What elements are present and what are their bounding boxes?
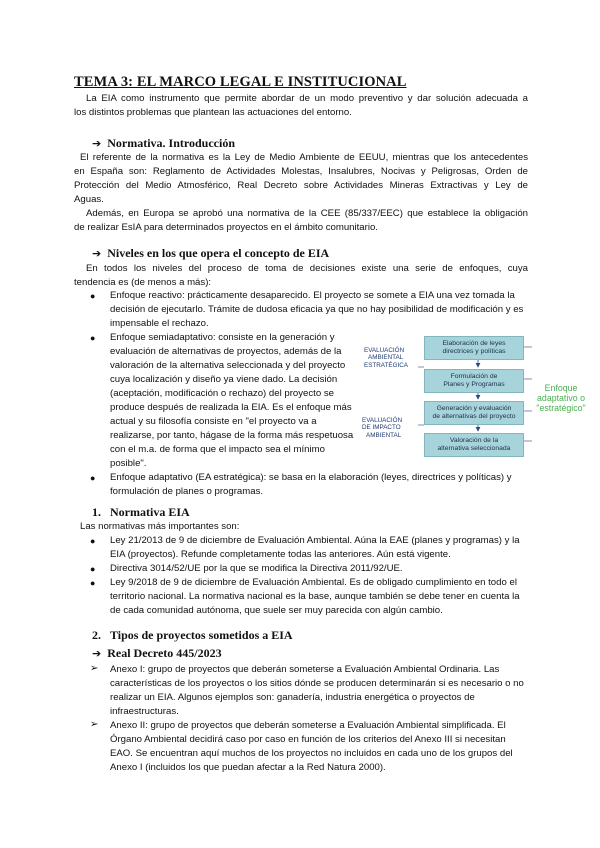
box-line: directrices y políticas <box>442 348 506 355</box>
section-number: 1. <box>92 505 101 519</box>
text-line: Las normativas más importantes son: <box>80 521 240 532</box>
arrowhead-bullet-icon: ➢ <box>90 663 99 674</box>
text-line: Anexo I: grupo de proyectos que deberán someterse a Evaluación Ambiental Ordinaria. Las <box>110 664 500 675</box>
intro-paragraph <box>74 92 528 120</box>
page-title: TEMA 3: EL MARCO LEGAL E INSTITUCIONAL <box>74 74 407 90</box>
label-line: EVALUACIÓN <box>362 417 403 424</box>
subheading-real-decreto <box>92 646 222 661</box>
text-line: Ley 9/2018 de 9 de diciembre de Evaluación Ambiental. Es de obligado cumplimiento en todo <box>110 577 507 588</box>
label-line: EVALUACIÓN <box>364 347 405 354</box>
box-valoracion-alternativa <box>424 433 524 457</box>
label-line: adaptativo o <box>537 393 585 403</box>
text-line: y la EIA (proyectos). Refunde completamente todas las anteriores. Aún está vigente. <box>110 535 520 560</box>
box-line: alternativa seleccionada <box>437 445 511 452</box>
text-line: El referente de la normativa es la Ley de Medio Ambiente de EEUU, mientras que los antecedentes <box>80 152 528 163</box>
box-formulacion-planes <box>424 369 524 393</box>
bullet-icon: ● <box>90 578 96 588</box>
text-line: en España son: Reglamento de Actividades Molestas, Insalubres, Nocivas y Peligrosas, Orden de <box>74 166 528 177</box>
bullet-icon: ● <box>90 473 96 483</box>
text-line: infraestructuras. <box>110 706 179 717</box>
sec2-intro <box>74 262 528 290</box>
label-line: "estratégico" <box>536 403 586 413</box>
label-line: DE IMPACTO <box>362 424 401 432</box>
label-line: AMBIENTAL <box>368 354 404 362</box>
text-line: En todos los niveles del proceso de toma de decisiones existe una serie de enfoques, cuya <box>86 263 528 274</box>
label-enfoque-estrategico <box>532 383 590 413</box>
text-line: Anexo II: grupo de proyectos que deberán someterse a Evaluación Ambiental simplificada. El <box>110 720 506 731</box>
box-line: Elaboración de leyes <box>442 340 506 347</box>
text-line: Enfoque semiadaptativo: consiste en la generación y <box>110 332 335 343</box>
text-line: proyecto cuya localización y diseño ya viene dado. La <box>110 360 346 385</box>
text-line: proyecto va a realizarse, por tanto, hágase de la forma <box>110 416 317 441</box>
box-elaboracion-leyes <box>424 336 524 360</box>
label-line: AMBIENTAL <box>366 431 402 439</box>
bullet-directiva <box>110 562 528 576</box>
box-line: de alternativas del proyecto <box>432 413 516 420</box>
section-number: 2. <box>92 628 101 642</box>
bullet-anexo-i <box>110 663 528 719</box>
text-line: los distintos problemas que plantean las actuaciones del entorno. <box>74 107 352 118</box>
text-line: tomada la decisión de ejecutarlo. Trámite de dudosa eficacia ya que no hay posibilidad de <box>110 290 515 315</box>
text-line: Enfoque reactivo: prácticamente desaparecido. El proyecto se somete a EIA una vez <box>110 290 470 301</box>
heading-text: Real Decreto 445/2023 <box>107 646 222 660</box>
label-line: ESTRATÉGICA <box>364 361 408 369</box>
text-line: tendencia es (de menos a más): <box>74 277 212 288</box>
text-line: evaluación de alternativas de proyectos, además de la <box>110 346 342 357</box>
text-line: sea el mínimo posible". <box>110 444 325 469</box>
text-line: Además, en Europa se aprobó una normativa de la CEE (85/337/EEC) que establece la obligación <box>86 208 528 219</box>
arrow-right-icon: ➔ <box>92 647 102 660</box>
box-line: Valoración de la <box>449 437 499 444</box>
label-evaluacion-impacto-ambiental <box>362 417 402 439</box>
arrow-right-icon: ➔ <box>92 137 102 150</box>
heading-text: Niveles en los que opera el concepto de EIA <box>107 246 330 260</box>
bullet-enfoque-semiadaptativo <box>110 331 354 471</box>
text-line: La EIA como instrumento que permite abordar de un modo preventivo y dar solución adecuada a <box>86 93 528 104</box>
text-line: de realizar EsIA para determinados proyectos en el ámbito comunitario. <box>74 222 378 233</box>
bullet-icon: ● <box>90 333 96 343</box>
text-line: EAO. Se encuentran aquí muchos de los proyectos no incluidos en cada uno de los grupos <box>110 748 498 759</box>
text-line: o no realizar un EIA. Algunos ejemplos son: ganadería, industria energética o proyectos de <box>110 678 524 703</box>
bullet-ley-21-2013 <box>110 534 528 562</box>
sec1-paragraph-2 <box>74 207 528 235</box>
bullet-ley-9-2018 <box>110 576 528 618</box>
text-line: proyecto se produce después de realizada la EIA. Es <box>110 388 334 413</box>
arrowhead-bullet-icon: ➢ <box>90 719 99 730</box>
section-heading-normativa-eia: Normativa EIA <box>110 505 190 519</box>
section-heading-niveles <box>92 246 329 261</box>
sec1-paragraph-1 <box>74 151 528 207</box>
box-generacion-alternativas <box>424 401 524 425</box>
bullet-anexo-ii <box>110 719 528 775</box>
text-line: cuenta la de cada comunidad autónoma, que suele ser muy parecida con algún cambio. <box>110 591 520 616</box>
section-heading-tipos-proyectos: Tipos de proyectos sometidos a EIA <box>110 628 293 642</box>
text-line: características de los proyectos o los sitios dónde se producen determinarán si es necesario <box>110 678 503 689</box>
text-line: Protección del Medio Atmosférico, Real Decreto sobre Actividades Mineras Extractivas y Ley de <box>74 180 528 191</box>
bullet-icon: ● <box>90 536 96 546</box>
heading-text: Normativa. Introducción <box>107 136 235 150</box>
text-line: Órgano Ambiental decidirá caso por caso en función de los criterios del Anexo III si necesitan <box>110 734 506 745</box>
box-line: Formulación de <box>450 373 498 380</box>
text-line: más respetuosa con el m.a. de forma que el impacto <box>110 430 354 455</box>
bullet-enfoque-adaptativo <box>110 471 528 499</box>
text-line: el territorio nacional. La normativa nacional es la base, aunque también se debe tener en <box>110 577 517 602</box>
section-heading-normativa-intro <box>92 136 235 151</box>
text-line: Aguas. <box>74 194 104 205</box>
arrow-right-icon: ➔ <box>92 247 102 260</box>
box-line: Generación y evaluación <box>436 405 512 412</box>
text-line: valoración de la alternativa seleccionada y del <box>110 360 306 371</box>
bullet-icon: ● <box>90 564 96 574</box>
box-line: Planes y Programas <box>443 381 505 388</box>
sec3-intro <box>80 520 528 534</box>
text-line: el enfoque más actual y su filosofía consiste en "el <box>110 402 352 427</box>
text-line: Ley 21/2013 de 9 de diciembre de Evaluación Ambiental. Aúna la EAE (planes y programas) <box>110 535 502 546</box>
label-line: Enfoque <box>544 383 578 393</box>
text-line: del Anexo I (incluidos los que puedan afectar a la Red Natura 2000). <box>110 748 513 773</box>
bullet-enfoque-reactivo <box>110 289 528 331</box>
text-line: Directiva 3014/52/UE por la que se modifica la Directiva 2011/92/UE. <box>110 563 403 574</box>
text-line: decisión (aceptación, modificación o rechazo) del <box>110 374 338 399</box>
text-line: modificación y es impensable el rechazo. <box>110 304 524 329</box>
text-line: Enfoque adaptativo (EA estratégica): se basa en la <box>110 472 326 483</box>
label-evaluacion-ambiental-estrategica <box>364 347 408 369</box>
text-line: elaboración (leyes, directrices y políticas) y formulación de planes o programas. <box>110 472 512 497</box>
bullet-icon: ● <box>90 291 96 301</box>
eia-diagram <box>358 333 590 459</box>
